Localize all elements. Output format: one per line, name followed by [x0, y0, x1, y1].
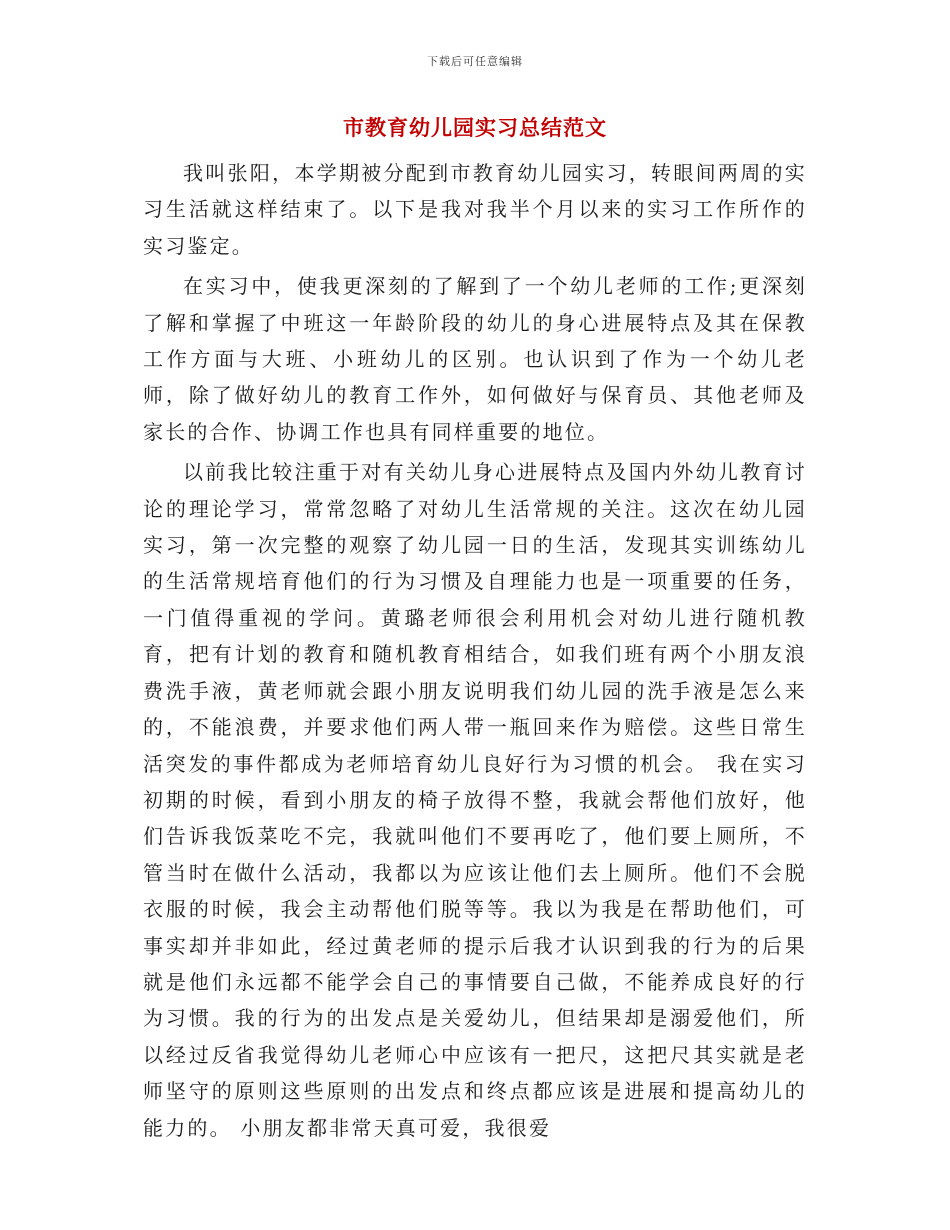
- document-title: 市教育幼儿园实习总结范文: [343, 116, 607, 140]
- page-header-note: 下载后可任意编辑: [427, 55, 523, 68]
- paragraph-1: 我叫张阳，本学期被分配到市教育幼儿园实习，转眼间两周的实习生活就这样结束了。以下是我对我半个月以来的实习工作所作的实习鉴定。: [143, 161, 807, 258]
- paragraph-2: 在实习中，使我更深刻的了解到了一个幼儿老师的工作;更深刻了解和掌握了中班这一年龄阶段的幼儿的身心进展特点及其在保教工作方面与大班、小班幼儿的区别。也认识到了作为一个幼儿老师，除了做好幼儿的教育工作外，如何做好与保育员、其他老师及家长的合作、协调工作也具有同样重要的地位。: [143, 274, 807, 444]
- paragraph-3: 以前我比较注重于对有关幼儿身心进展特点及国内外幼儿教育讨论的理论学习，常常忽略了对幼儿生活常规的关注。这次在幼儿园实习，第一次完整的观察了幼儿园一日的生活，发现其实训练幼儿的生活常规培育他们的行为习惯及自理能力也是一项重要的任务，一门值得重视的学问。黄璐老师很会利用机会对幼儿进行随机教育，把有计划的教育和随机教育相结合，如我们班有两个小朋友浪费洗手液，黄老师就会跟小朋友说明我们幼儿园的洗手液是怎么来的，不能浪费，并要求他们两人带一瓶回来作为赔偿。这些日常生活突发的事件都成为老师培育幼儿良好行为习惯的机会。 我在实习初期的时候，看到小朋友的椅子放得不整，我就会帮他们放好，他们告诉我饭菜吃不完，我就叫他们不要再吃了，他们要上厕所，不管当时在做什么活动，我都以为应该让他们去上厕所。他们不会脱衣服的时候，我会主动帮他们脱等等。我以为我是在帮助他们，可事实却并非如此，经过黄老师的提示后我才认识到我的行为的后果就是他们永远都不能学会自己的事情要自己做，不能养成良好的行为习惯。我的行为的出发点是关爱幼儿，但结果却是溺爱他们，所以经过反省我觉得幼儿老师心中应该有一把尺，这把尺其实就是老师坚守的原则这些原则的出发点和终点都应该是进展和提高幼儿的能力的。 小朋友都非常天真可爱，我很爱: [143, 460, 807, 1140]
- document-body: [143, 155, 807, 1150]
